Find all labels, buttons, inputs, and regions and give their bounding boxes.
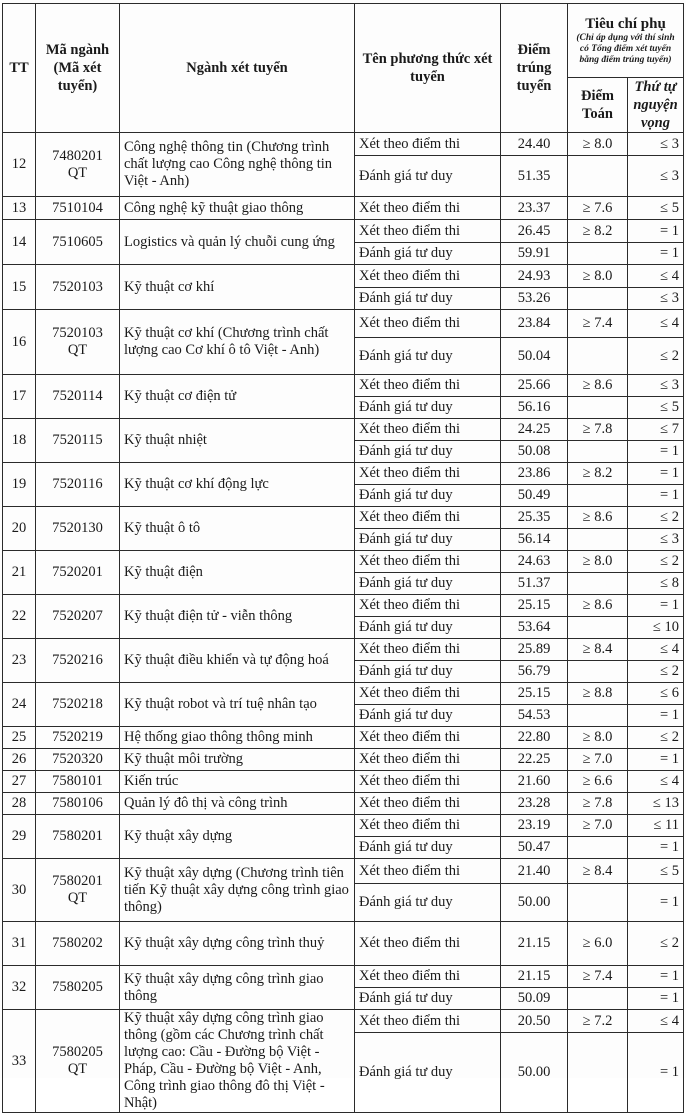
cell-score: 23.84 xyxy=(501,310,568,338)
cell-method: Đánh giá tư duy xyxy=(355,397,501,419)
cell-code: 7580201 QT xyxy=(36,859,120,922)
table-body xyxy=(3,133,684,1113)
cell-tt: 32 xyxy=(3,966,36,1010)
cell-score: 50.00 xyxy=(501,884,568,922)
cell-score: 50.47 xyxy=(501,837,568,859)
cell-code: 7520130 xyxy=(36,507,120,551)
cell-score: 54.53 xyxy=(501,705,568,727)
table-row xyxy=(3,197,684,220)
cell-priority: ≤ 11 xyxy=(628,815,684,837)
cell-tt: 21 xyxy=(3,551,36,595)
cell-tt: 28 xyxy=(3,793,36,815)
table-row xyxy=(3,815,684,837)
cell-score: 50.08 xyxy=(501,441,568,463)
cell-math: ≥ 8.0 xyxy=(568,265,628,288)
cell-priority: = 1 xyxy=(628,988,684,1010)
cell-priority: ≤ 2 xyxy=(628,551,684,573)
cell-tt: 12 xyxy=(3,133,36,197)
cell-code: 7480201 QT xyxy=(36,133,120,197)
cell-math: ≥ 8.6 xyxy=(568,507,628,529)
cell-code: 7520115 xyxy=(36,419,120,463)
table-row xyxy=(3,310,684,338)
cell-priority: = 1 xyxy=(628,485,684,507)
cell-major: Kỹ thuật cơ khí (Chương trình chất lượng cao Cơ khí ô tô Việt - Anh) xyxy=(120,310,355,375)
cell-score: 24.63 xyxy=(501,551,568,573)
cell-code: 7520218 xyxy=(36,683,120,727)
cell-method: Xét theo điểm thi xyxy=(355,793,501,815)
cell-math: ≥ 8.2 xyxy=(568,463,628,485)
table-row xyxy=(3,595,684,617)
cell-priority: ≤ 5 xyxy=(628,197,684,220)
table-row xyxy=(3,922,684,966)
table-row xyxy=(3,375,684,397)
cell-math xyxy=(568,837,628,859)
cell-code: 7510104 xyxy=(36,197,120,220)
cell-tt: 18 xyxy=(3,419,36,463)
cell-major: Kỹ thuật cơ khí động lực xyxy=(120,463,355,507)
cell-priority: ≤ 2 xyxy=(628,727,684,749)
cell-priority: = 1 xyxy=(628,220,684,243)
cell-method: Xét theo điểm thi xyxy=(355,220,501,243)
cell-math xyxy=(568,243,628,265)
cell-priority: ≤ 3 xyxy=(628,375,684,397)
cell-score: 23.86 xyxy=(501,463,568,485)
cell-math xyxy=(568,156,628,197)
cell-major: Kỹ thuật cơ khí xyxy=(120,265,355,310)
cell-tt: 26 xyxy=(3,749,36,771)
cell-method: Đánh giá tư duy xyxy=(355,837,501,859)
cell-priority: = 1 xyxy=(628,705,684,727)
cell-method: Đánh giá tư duy xyxy=(355,884,501,922)
cell-major: Kỹ thuật robot và trí tuệ nhân tạo xyxy=(120,683,355,727)
cell-method: Xét theo điểm thi xyxy=(355,683,501,705)
cell-tt: 30 xyxy=(3,859,36,922)
table-row xyxy=(3,1010,684,1033)
cell-major: Kỹ thuật xây dựng xyxy=(120,815,355,859)
cell-math xyxy=(568,397,628,419)
table-header xyxy=(3,4,684,133)
cell-score: 21.15 xyxy=(501,922,568,966)
cell-major: Kỹ thuật cơ điện tử xyxy=(120,375,355,419)
cell-priority: ≤ 5 xyxy=(628,859,684,884)
cell-priority: = 1 xyxy=(628,1033,684,1113)
cell-tt: 20 xyxy=(3,507,36,551)
table-row xyxy=(3,133,684,156)
cell-score: 25.66 xyxy=(501,375,568,397)
cell-code: 7520116 xyxy=(36,463,120,507)
cell-priority: = 1 xyxy=(628,463,684,485)
cell-math: ≥ 7.4 xyxy=(568,966,628,988)
cell-math: ≥ 6.0 xyxy=(568,922,628,966)
cell-math: ≥ 7.0 xyxy=(568,815,628,837)
cell-priority: = 1 xyxy=(628,837,684,859)
cell-score: 21.60 xyxy=(501,771,568,793)
cell-method: Xét theo điểm thi xyxy=(355,966,501,988)
cell-priority: = 1 xyxy=(628,749,684,771)
cell-priority: ≤ 4 xyxy=(628,265,684,288)
cell-priority: ≤ 2 xyxy=(628,507,684,529)
cell-score: 51.35 xyxy=(501,156,568,197)
table-row xyxy=(3,639,684,661)
cell-math: ≥ 7.2 xyxy=(568,1010,628,1033)
cell-code: 7510605 xyxy=(36,220,120,265)
cell-tt: 33 xyxy=(3,1010,36,1113)
table-row xyxy=(3,793,684,815)
cell-method: Xét theo điểm thi xyxy=(355,639,501,661)
cell-major: Kỹ thuật điều khiển và tự động hoá xyxy=(120,639,355,683)
table-row xyxy=(3,966,684,988)
cell-math xyxy=(568,884,628,922)
cell-priority: ≤ 3 xyxy=(628,288,684,310)
cell-priority: ≤ 10 xyxy=(628,617,684,639)
cell-method: Xét theo điểm thi xyxy=(355,197,501,220)
cell-math xyxy=(568,1033,628,1113)
header-criteria xyxy=(568,4,684,78)
cell-major: Kỹ thuật xây dựng công trình giao thông xyxy=(120,966,355,1010)
header-method: Tên phương thức xét tuyển xyxy=(355,4,501,133)
cell-method: Đánh giá tư duy xyxy=(355,338,501,375)
cell-tt: 31 xyxy=(3,922,36,966)
cell-major: Kỹ thuật môi trường xyxy=(120,749,355,771)
cell-method: Xét theo điểm thi xyxy=(355,771,501,793)
cell-major: Kỹ thuật xây dựng công trình giao thông (gồm các Chương trình chất lượng cao: Cầu - Đường bộ Việt - Pháp, Cầu - Đường bộ Việt - Anh, Công trình giao thông đô thị Việt - Nhật) xyxy=(120,1010,355,1113)
cell-tt: 25 xyxy=(3,727,36,749)
cell-tt: 19 xyxy=(3,463,36,507)
cell-score: 20.50 xyxy=(501,1010,568,1033)
cell-priority: ≤ 3 xyxy=(628,133,684,156)
cell-math xyxy=(568,288,628,310)
cell-score: 56.16 xyxy=(501,397,568,419)
admission-scores-table xyxy=(2,3,684,1113)
cell-major: Kiến trúc xyxy=(120,771,355,793)
cell-math: ≥ 8.4 xyxy=(568,859,628,884)
cell-major: Kỹ thuật nhiệt xyxy=(120,419,355,463)
table-row xyxy=(3,419,684,441)
cell-method: Xét theo điểm thi xyxy=(355,1010,501,1033)
cell-method: Đánh giá tư duy xyxy=(355,705,501,727)
cell-math: ≥ 7.6 xyxy=(568,197,628,220)
cell-priority: = 1 xyxy=(628,243,684,265)
cell-score: 25.35 xyxy=(501,507,568,529)
cell-code: 7580205 QT xyxy=(36,1010,120,1113)
cell-method: Đánh giá tư duy xyxy=(355,485,501,507)
cell-priority: ≤ 4 xyxy=(628,771,684,793)
cell-priority: ≤ 3 xyxy=(628,529,684,551)
cell-method: Đánh giá tư duy xyxy=(355,573,501,595)
cell-tt: 17 xyxy=(3,375,36,419)
cell-code: 7580202 xyxy=(36,922,120,966)
table-row xyxy=(3,551,684,573)
cell-method: Xét theo điểm thi xyxy=(355,375,501,397)
cell-score: 25.89 xyxy=(501,639,568,661)
header-tt: TT xyxy=(3,4,36,133)
cell-method: Xét theo điểm thi xyxy=(355,595,501,617)
cell-major: Hệ thống giao thông thông minh xyxy=(120,727,355,749)
cell-tt: 16 xyxy=(3,310,36,375)
table-row xyxy=(3,727,684,749)
cell-major: Công nghệ thông tin (Chương trình chất lượng cao Công nghệ thông tin Việt - Anh) xyxy=(120,133,355,197)
cell-math xyxy=(568,617,628,639)
header-score: Điểm trúng tuyển xyxy=(501,4,568,133)
cell-score: 50.04 xyxy=(501,338,568,375)
cell-score: 50.00 xyxy=(501,1033,568,1113)
cell-score: 51.37 xyxy=(501,573,568,595)
table-row xyxy=(3,220,684,243)
cell-priority: = 1 xyxy=(628,966,684,988)
cell-method: Đánh giá tư duy xyxy=(355,529,501,551)
header-criteria-note: (Chỉ áp dụng với thí sinh có Tổng điểm xét tuyển bằng điểm trúng tuyển) xyxy=(576,33,675,65)
cell-score: 23.37 xyxy=(501,197,568,220)
cell-math xyxy=(568,573,628,595)
cell-tt: 22 xyxy=(3,595,36,639)
cell-method: Xét theo điểm thi xyxy=(355,265,501,288)
cell-score: 53.26 xyxy=(501,288,568,310)
table-row xyxy=(3,749,684,771)
cell-math: ≥ 7.0 xyxy=(568,749,628,771)
table-row xyxy=(3,859,684,884)
cell-math: ≥ 8.0 xyxy=(568,727,628,749)
cell-priority: ≤ 5 xyxy=(628,397,684,419)
cell-score: 25.15 xyxy=(501,595,568,617)
cell-score: 21.40 xyxy=(501,859,568,884)
cell-tt: 14 xyxy=(3,220,36,265)
cell-major: Công nghệ kỹ thuật giao thông xyxy=(120,197,355,220)
cell-method: Đánh giá tư duy xyxy=(355,156,501,197)
cell-method: Xét theo điểm thi xyxy=(355,310,501,338)
cell-code: 7580101 xyxy=(36,771,120,793)
cell-method: Xét theo điểm thi xyxy=(355,133,501,156)
cell-major: Logistics và quản lý chuỗi cung ứng xyxy=(120,220,355,265)
cell-code: 7520103 xyxy=(36,265,120,310)
header-math: Điểm Toán xyxy=(568,78,628,133)
table-row xyxy=(3,265,684,288)
header-criteria-title: Tiêu chí phụ xyxy=(585,16,666,32)
cell-code: 7520114 xyxy=(36,375,120,419)
cell-major: Kỹ thuật ô tô xyxy=(120,507,355,551)
cell-major: Kỹ thuật điện tử - viễn thông xyxy=(120,595,355,639)
cell-code: 7520207 xyxy=(36,595,120,639)
cell-score: 23.28 xyxy=(501,793,568,815)
cell-score: 23.19 xyxy=(501,815,568,837)
cell-score: 50.09 xyxy=(501,988,568,1010)
cell-score: 24.93 xyxy=(501,265,568,288)
cell-method: Đánh giá tư duy xyxy=(355,988,501,1010)
cell-priority: ≤ 2 xyxy=(628,338,684,375)
cell-method: Đánh giá tư duy xyxy=(355,617,501,639)
cell-tt: 15 xyxy=(3,265,36,310)
cell-method: Xét theo điểm thi xyxy=(355,749,501,771)
cell-priority: ≤ 6 xyxy=(628,683,684,705)
cell-score: 56.14 xyxy=(501,529,568,551)
cell-score: 24.40 xyxy=(501,133,568,156)
cell-code: 7520201 xyxy=(36,551,120,595)
cell-priority: = 1 xyxy=(628,884,684,922)
cell-math: ≥ 7.8 xyxy=(568,419,628,441)
cell-tt: 24 xyxy=(3,683,36,727)
cell-math xyxy=(568,705,628,727)
cell-major: Kỹ thuật xây dựng (Chương trình tiên tiến Kỹ thuật xây dựng công trình giao thông) xyxy=(120,859,355,922)
cell-math: ≥ 6.6 xyxy=(568,771,628,793)
header-major: Ngành xét tuyển xyxy=(120,4,355,133)
cell-math: ≥ 7.8 xyxy=(568,793,628,815)
cell-code: 7520216 xyxy=(36,639,120,683)
header-code: Mã ngành (Mã xét tuyển) xyxy=(36,4,120,133)
cell-priority: ≤ 4 xyxy=(628,310,684,338)
cell-score: 22.25 xyxy=(501,749,568,771)
cell-score: 24.25 xyxy=(501,419,568,441)
cell-priority: ≤ 3 xyxy=(628,156,684,197)
cell-method: Xét theo điểm thi xyxy=(355,922,501,966)
cell-priority: = 1 xyxy=(628,441,684,463)
cell-method: Xét theo điểm thi xyxy=(355,507,501,529)
cell-priority: = 1 xyxy=(628,595,684,617)
cell-method: Đánh giá tư duy xyxy=(355,441,501,463)
cell-code: 7520219 xyxy=(36,727,120,749)
cell-code: 7580201 xyxy=(36,815,120,859)
cell-major: Kỹ thuật xây dựng công trình thuỷ xyxy=(120,922,355,966)
cell-score: 53.64 xyxy=(501,617,568,639)
cell-method: Đánh giá tư duy xyxy=(355,1033,501,1113)
cell-score: 22.80 xyxy=(501,727,568,749)
cell-math: ≥ 8.6 xyxy=(568,375,628,397)
table-row xyxy=(3,507,684,529)
header-priority: Thứ tự nguyện vọng xyxy=(628,78,684,133)
cell-method: Xét theo điểm thi xyxy=(355,419,501,441)
cell-major: Kỹ thuật điện xyxy=(120,551,355,595)
cell-method: Đánh giá tư duy xyxy=(355,243,501,265)
cell-code: 7520103 QT xyxy=(36,310,120,375)
cell-math: ≥ 8.6 xyxy=(568,595,628,617)
cell-math: ≥ 8.4 xyxy=(568,639,628,661)
cell-math xyxy=(568,441,628,463)
cell-code: 7580106 xyxy=(36,793,120,815)
cell-method: Xét theo điểm thi xyxy=(355,815,501,837)
cell-math xyxy=(568,338,628,375)
table-row xyxy=(3,463,684,485)
cell-math xyxy=(568,485,628,507)
cell-math xyxy=(568,529,628,551)
cell-method: Đánh giá tư duy xyxy=(355,661,501,683)
cell-math xyxy=(568,988,628,1010)
cell-math: ≥ 8.2 xyxy=(568,220,628,243)
cell-code: 7520320 xyxy=(36,749,120,771)
cell-score: 59.91 xyxy=(501,243,568,265)
cell-score: 21.15 xyxy=(501,966,568,988)
cell-math: ≥ 8.0 xyxy=(568,551,628,573)
cell-priority: ≤ 2 xyxy=(628,661,684,683)
cell-code: 7580205 xyxy=(36,966,120,1010)
table-row xyxy=(3,771,684,793)
cell-priority: ≤ 2 xyxy=(628,922,684,966)
cell-major: Quản lý đô thị và công trình xyxy=(120,793,355,815)
cell-score: 25.15 xyxy=(501,683,568,705)
cell-priority: ≤ 4 xyxy=(628,1010,684,1033)
cell-priority: ≤ 4 xyxy=(628,639,684,661)
cell-math xyxy=(568,661,628,683)
cell-math: ≥ 7.4 xyxy=(568,310,628,338)
cell-priority: ≤ 8 xyxy=(628,573,684,595)
cell-tt: 27 xyxy=(3,771,36,793)
cell-priority: ≤ 13 xyxy=(628,793,684,815)
cell-score: 26.45 xyxy=(501,220,568,243)
cell-tt: 13 xyxy=(3,197,36,220)
cell-method: Đánh giá tư duy xyxy=(355,288,501,310)
cell-priority: ≤ 7 xyxy=(628,419,684,441)
cell-score: 56.79 xyxy=(501,661,568,683)
cell-method: Xét theo điểm thi xyxy=(355,463,501,485)
cell-tt: 29 xyxy=(3,815,36,859)
cell-math: ≥ 8.8 xyxy=(568,683,628,705)
cell-tt: 23 xyxy=(3,639,36,683)
cell-method: Xét theo điểm thi xyxy=(355,551,501,573)
table-row xyxy=(3,683,684,705)
cell-method: Xét theo điểm thi xyxy=(355,859,501,884)
cell-score: 50.49 xyxy=(501,485,568,507)
cell-math: ≥ 8.0 xyxy=(568,133,628,156)
cell-method: Xét theo điểm thi xyxy=(355,727,501,749)
